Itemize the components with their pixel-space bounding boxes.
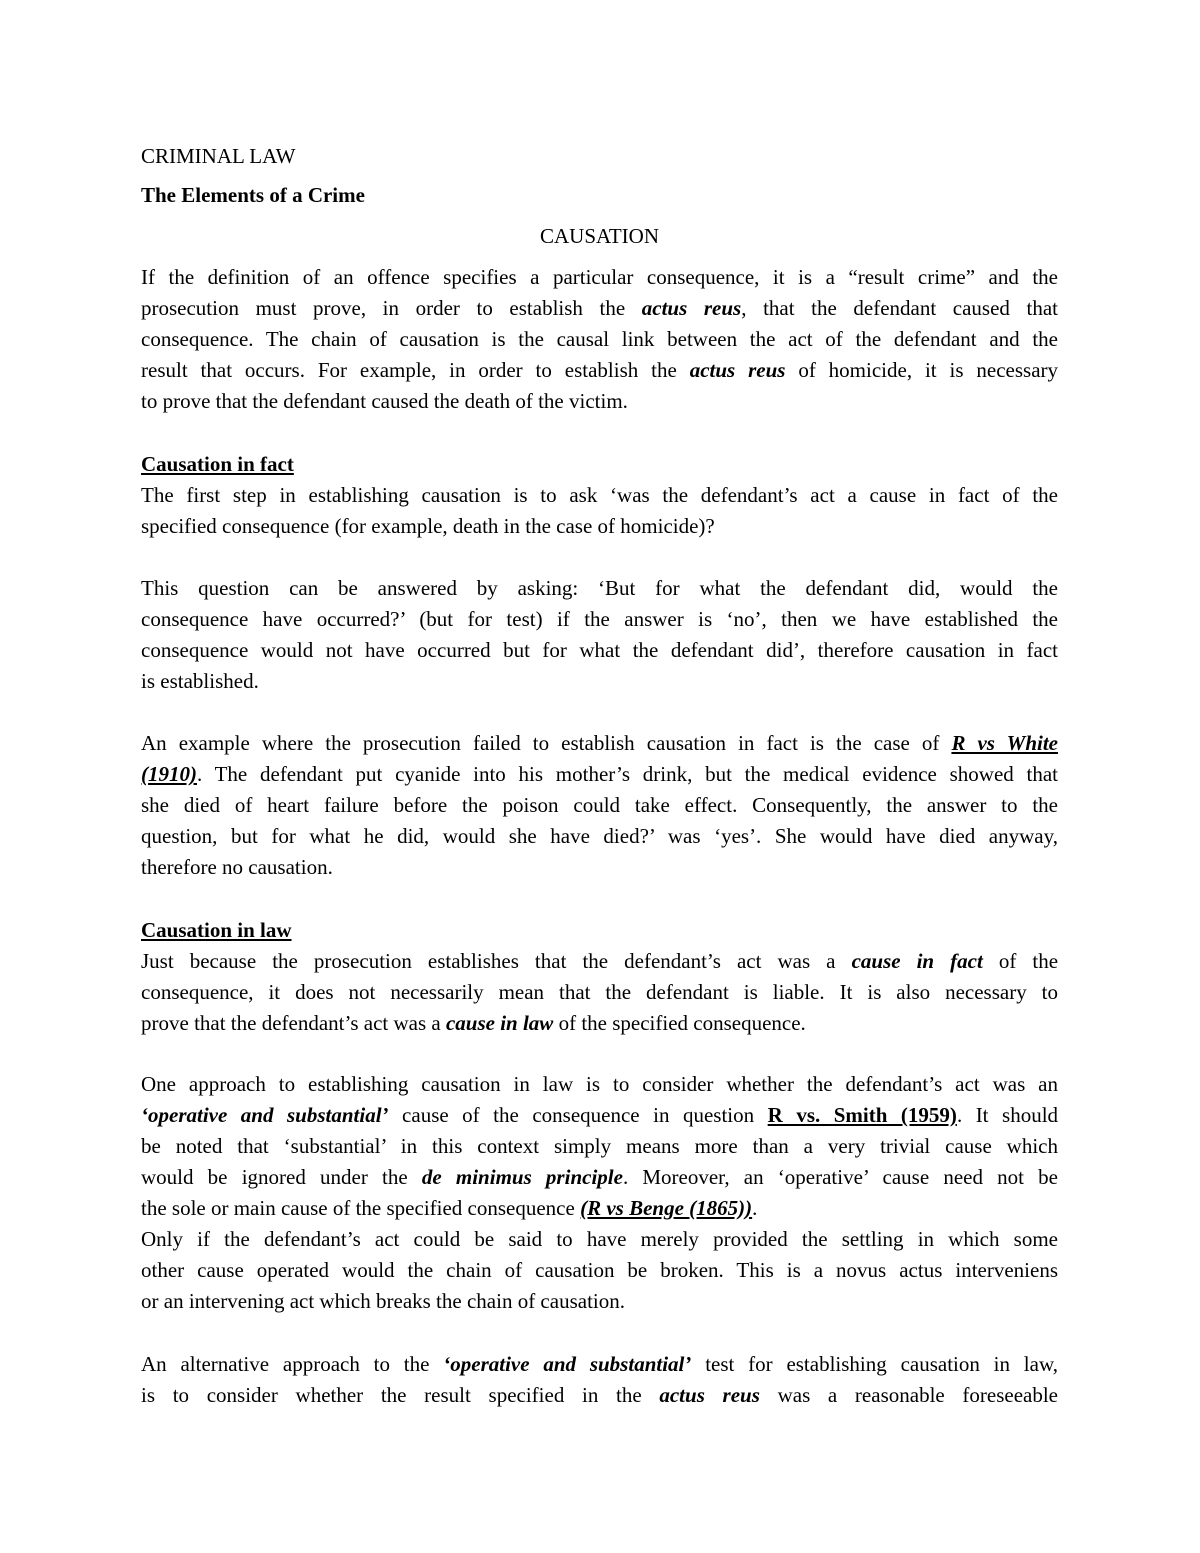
paragraph-3-line-3: consequence would not have occurred but for what the defendant did’, therefore causation in fact (141, 638, 1058, 662)
paragraph-6-line-6: Only if the defendant’s act could be said to have merely provided the settling in which some (141, 1227, 1058, 1251)
paragraph-6-line-8: or an intervening act which breaks the chain of causation. (141, 1289, 625, 1313)
paragraph-7-line-2: is to consider whether the result specified in the actus reus was a reasonable foreseeable (141, 1383, 1058, 1407)
actus-reus-term: actus reus (659, 1383, 760, 1407)
case-citation-r-vs-white: R vs White (951, 731, 1058, 755)
paragraph-1-line-1: If the definition of an offence specifies a particular consequence, it is a “result crime” and the (141, 265, 1058, 289)
paragraph-6-line-7: other cause operated would the chain of causation be broken. This is a novus actus interveniens (141, 1258, 1058, 1282)
paragraph-3-line-1: This question can be answered by asking: ‘But for what the defendant did, would the (141, 576, 1058, 600)
paragraph-6-line-1: One approach to establishing causation in law is to consider whether the defendant’s act was an (141, 1072, 1058, 1096)
operative-substantial-term: ‘operative and substantial’ (141, 1103, 389, 1127)
paragraph-1-line-3: consequence. The chain of causation is the causal link between the act of the defendant and the (141, 327, 1058, 351)
paragraph-4-line-4: question, but for what he did, would she have died?’ was ‘yes’. She would have died anyway, (141, 824, 1058, 848)
case-citation-r-vs-smith: R vs. Smith (1959) (767, 1103, 957, 1127)
paragraph-4-line-2: (1910). The defendant put cyanide into his mother’s drink, but the medical evidence showed that (141, 762, 1058, 786)
case-citation-year: (1910) (141, 762, 197, 786)
paragraph-6-line-3: be noted that ‘substantial’ in this context simply means more than a very trivial cause which (141, 1134, 1058, 1158)
paragraph-6-line-2: ‘operative and substantial’ cause of the consequence in question R vs. Smith (1959). It should (141, 1103, 1059, 1127)
paragraph-5-line-2: consequence, it does not necessarily mean that the defendant is liable. It is also necessary to (141, 980, 1058, 1004)
paragraph-5-line-1: Just because the prosecution establishes that the defendant’s act was a cause in fact of the (141, 949, 1059, 973)
paragraph-4-line-3: she died of heart failure before the poison could take effect. Consequently, the answer to the (141, 793, 1058, 817)
heading-causation-in-fact: Causation in fact (141, 452, 294, 476)
paragraph-6-line-5: the sole or main cause of the specified consequence (R vs Benge (1865)). (141, 1196, 758, 1220)
paragraph-6-line-4: would be ignored under the de minimus principle. Moreover, an ‘operative’ cause need not be (141, 1165, 1058, 1189)
case-citation-r-vs-benge: (R vs Benge (1865)) (580, 1196, 753, 1220)
paragraph-7-line-1: An alternative approach to the ‘operative and substantial’ test for establishing causation in law, (141, 1352, 1059, 1376)
actus-reus-term: actus reus (641, 296, 742, 320)
paragraph-1-line-4: result that occurs. For example, in order to establish the actus reus of homicide, it is necessary (141, 358, 1059, 382)
paragraph-4-line-5: therefore no causation. (141, 855, 333, 879)
cause-in-law-term: cause in law (445, 1011, 554, 1035)
operative-substantial-term: ‘operative and substantial’ (443, 1352, 692, 1376)
document-subtitle: The Elements of a Crime (141, 183, 365, 207)
paragraph-1-line-5: to prove that the defendant caused the death of the victim. (141, 389, 628, 413)
heading-causation-in-law: Causation in law (141, 918, 292, 942)
paragraph-3-line-2: consequence have occurred?’ (but for test) if the answer is ‘no’, then we have established the (141, 607, 1058, 631)
paragraph-4-line-1: An example where the prosecution failed to establish causation in fact is the case of R vs White (141, 731, 1058, 755)
section-title: CAUSATION (539, 224, 659, 248)
paragraph-2-line-1: The first step in establishing causation is to ask ‘was the defendant’s act a cause in fact of the (141, 483, 1058, 507)
paragraph-3-line-4: is established. (141, 669, 259, 693)
document-header: CRIMINAL LAW (141, 144, 296, 168)
de-minimus-term: de minimus principle (421, 1165, 623, 1189)
paragraph-2-line-2: specified consequence (for example, death in the case of homicide)? (141, 514, 715, 538)
cause-in-fact-term: cause in fact (851, 949, 983, 973)
actus-reus-term: actus reus (689, 358, 786, 382)
paragraph-5-line-3: prove that the defendant’s act was a cause in law of the specified consequence. (141, 1011, 806, 1035)
paragraph-1-line-2: prosecution must prove, in order to establish the actus reus, that the defendant caused that (141, 296, 1058, 320)
